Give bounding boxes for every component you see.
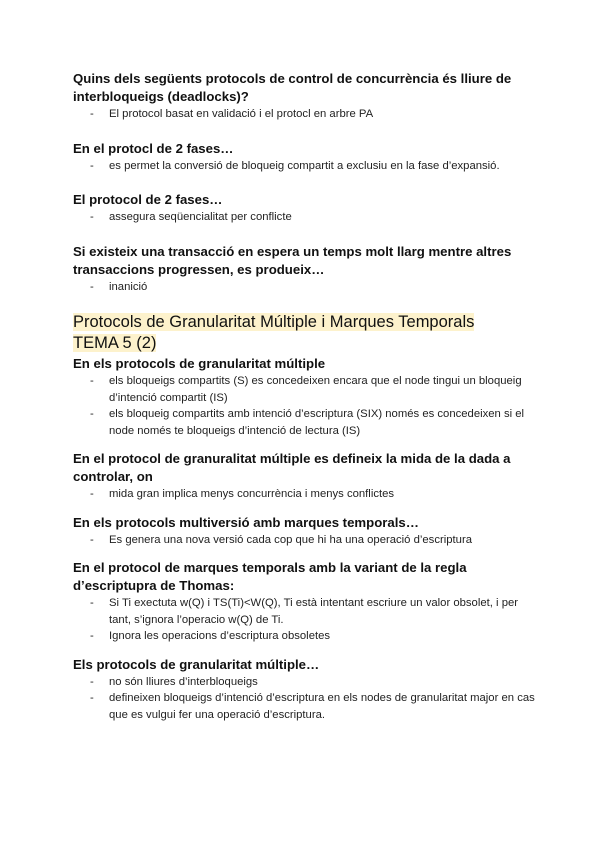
- dash-bullet-icon: -: [90, 159, 94, 172]
- qa-block: [73, 243, 543, 296]
- question-heading: En el protocol de marques temporals amb la variant de la regla d’escriptupra de Thomas:: [73, 560, 467, 593]
- qa-block: [73, 140, 543, 175]
- answer-item: [73, 279, 543, 296]
- answer-text: inanició: [109, 280, 148, 293]
- question-heading: En el protocl de 2 fases…: [73, 140, 234, 156]
- answer-list: [73, 486, 543, 503]
- answer-item: [73, 628, 543, 645]
- answer-item: [73, 532, 543, 549]
- dash-bullet-icon: -: [90, 675, 94, 688]
- answer-list: [73, 158, 543, 175]
- answer-item: [73, 674, 543, 691]
- answer-text: no són lliures d’interbloqueigs: [109, 675, 258, 688]
- answer-text: Si Ti exectuta w(Q) i TS(Ti)<W(Q), Ti està intentant escriure un valor obsolet, i per tant, s’ignora l’operacio w(Q) de Ti.: [109, 597, 519, 626]
- answer-item: [73, 486, 543, 503]
- qa-block: [73, 559, 543, 645]
- qa-block: [73, 656, 543, 724]
- answer-text: els bloqueigs compartits (S) es concedeixen encara que el node tingui un bloqueig d’intenció compartit (IS): [109, 375, 522, 404]
- dash-bullet-icon: -: [90, 533, 94, 546]
- answer-text: Es genera una nova versió cada cop que hi ha una operació d’escriptura: [109, 533, 472, 546]
- top-qa-list: [73, 70, 543, 295]
- answer-text: defineixen bloqueigs d’intenció d’escriptura en els nodes de granularitat major en cas que es vulgui fer una operació d’escriptura.: [109, 692, 535, 721]
- dash-bullet-icon: -: [90, 692, 94, 704]
- dash-bullet-icon: -: [90, 375, 94, 387]
- qa-block: [73, 70, 543, 123]
- answer-text: mida gran implica menys concurrència i menys conflictes: [109, 488, 395, 500]
- answer-text: es permet la conversió de bloqueig compartit a exclusiu en la fase d’expansió.: [109, 159, 500, 172]
- answer-item: [73, 373, 543, 406]
- qa-block: [73, 514, 543, 549]
- answer-list: [73, 279, 543, 296]
- answer-list: [73, 209, 543, 226]
- document-content: [73, 70, 543, 734]
- answer-list: [73, 106, 543, 123]
- question-heading: El protocol de 2 fases…: [73, 192, 223, 207]
- answer-text: El protocol basat en validació i el protocl en arbre PA: [109, 108, 374, 120]
- section-title-line1: Protocols de Granularitat Múltiple i Marques Temporals: [73, 313, 475, 331]
- qa-block: [73, 191, 543, 226]
- answer-item: [73, 690, 543, 723]
- dash-bullet-icon: -: [90, 280, 94, 293]
- dash-bullet-icon: -: [90, 488, 94, 500]
- dash-bullet-icon: -: [90, 597, 94, 609]
- qa-block: [73, 355, 543, 439]
- answer-item: [73, 106, 543, 123]
- answer-list: [73, 532, 543, 549]
- question-heading: En els protocols de granularitat múltiple: [73, 356, 326, 371]
- dash-bullet-icon: -: [90, 211, 94, 223]
- answer-text: assegura seqüencialitat per conflicte: [109, 211, 292, 223]
- section-title-line2: TEMA 5 (2): [73, 334, 157, 352]
- answer-list: [73, 595, 543, 645]
- dash-bullet-icon: -: [90, 630, 94, 642]
- answer-item: [73, 158, 543, 175]
- answer-item: [73, 406, 543, 439]
- answer-item: [73, 595, 543, 628]
- question-heading: Els protocols de granularitat múltiple…: [73, 656, 320, 672]
- section-header: [73, 312, 543, 354]
- answer-list: [73, 373, 543, 439]
- question-heading: Si existeix una transacció en espera un temps molt llarg mentre altres transaccions progressen, es produeix…: [73, 243, 512, 277]
- answer-list: [73, 674, 543, 724]
- answer-text: Ignora les operacions d’escriptura obsoletes: [109, 630, 331, 642]
- bottom-qa-list: [73, 355, 543, 723]
- question-heading: En els protocols multiversió amb marques temporals…: [73, 514, 419, 530]
- answer-item: [73, 209, 543, 226]
- question-heading: En el protocol de granuralitat múltiple es defineix la mida de la dada a controlar, on: [73, 451, 511, 484]
- qa-block: [73, 450, 543, 503]
- question-heading: Quins dels següents protocols de control de concurrència és lliure de interbloqueigs (deadlocks)?: [73, 71, 512, 104]
- dash-bullet-icon: -: [90, 108, 94, 120]
- dash-bullet-icon: -: [90, 408, 94, 420]
- answer-text: els bloqueig compartits amb intenció d’escriptura (SIX) només es concedeixen si el node només te bloqueigs d’intenció de lectura (IS): [109, 408, 525, 437]
